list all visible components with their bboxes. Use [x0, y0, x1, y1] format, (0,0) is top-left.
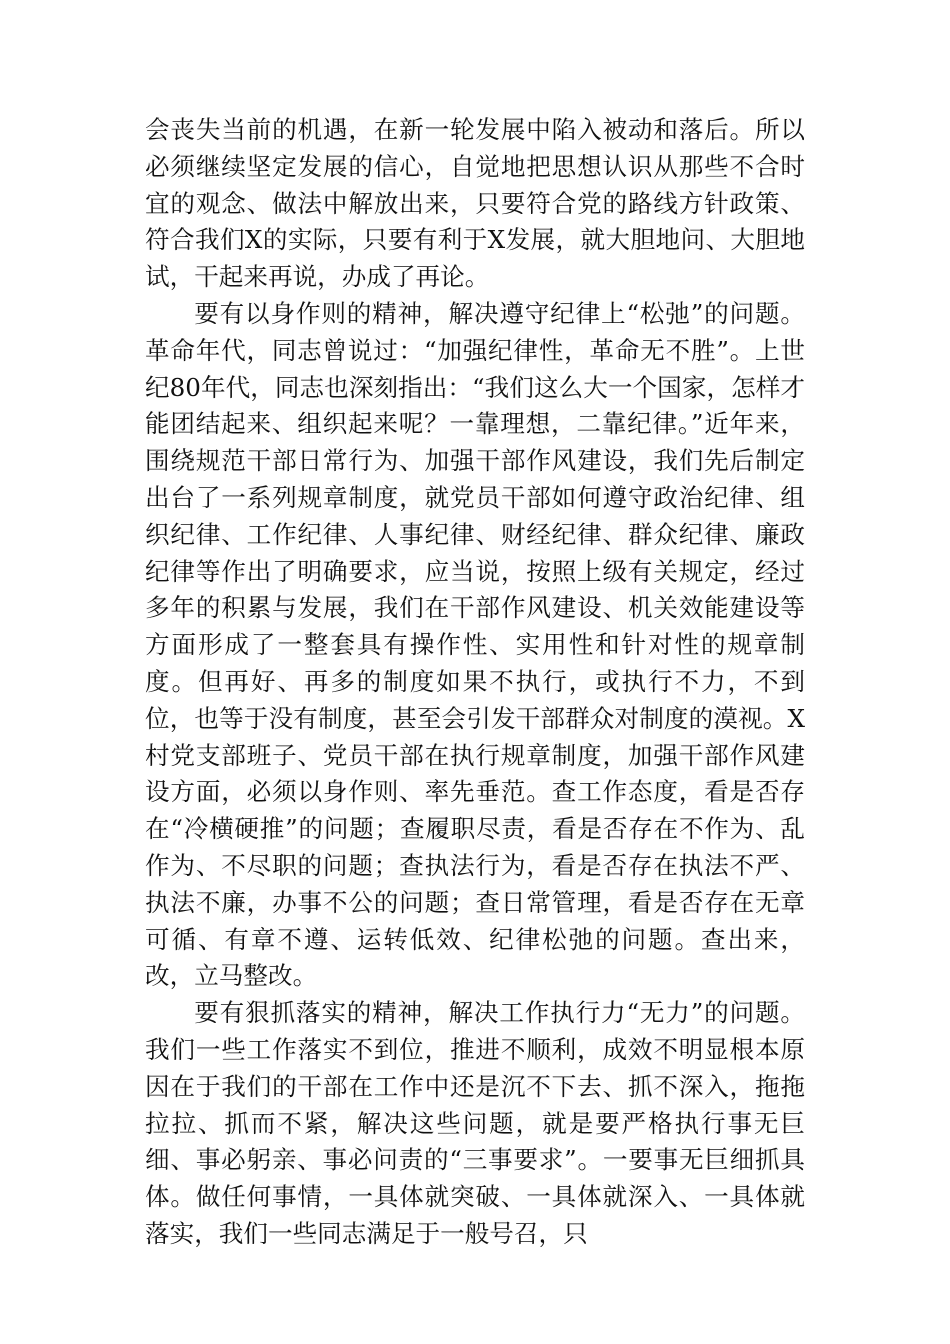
paragraph-3: 要有狠抓落实的精神，解决工作执行力“无力”的问题。我们一些工作落实不到位，推进不顺利，成效不明显根本原因在于我们的干部在工作中还是沉不下去、抓不深入，拖拖拉拉、抓而不紧，解决这些问题，就是要严格执行事无巨细、事必躬亲、事必问责的“三事要求”。一要事无巨细抓具体。做任何事情，一具体就突破、一具体就深入、一具体就落实，我们一些同志满足于一般号召，只 — [145, 998, 805, 1248]
paragraph-2: 要有以身作则的精神，解决遵守纪律上“松弛”的问题。革命年代，同志曾说过：“加强纪律性，革命无不胜”。上世纪80年代，同志也深刻指出：“我们这么大一个国家，怎样才能团结起来、组织起来呢？一靠理想，二靠纪律。”近年来，围绕规范干部日常行为、加强干部作风建设，我们先后制定出台了一系列规章制度，就党员干部如何遵守政治纪律、组织纪律、工作纪律、人事纪律、财经纪律、群众纪律、廉政纪律等作出了明确要求，应当说，按照上级有关规定，经过多年的积累与发展，我们在干部作风建设、机关效能建设等方面形成了一整套具有操作性、实用性和针对性的规章制度。但再好、再多的制度如果不执行，或执行不力，不到位，也等于没有制度，甚至会引发干部群众对制度的漠视。X村党支部班子、党员干部在执行规章制度，加强干部作风建设方面，必须以身作则、率先垂范。查工作态度，看是否存在“冷横硬推”的问题；查履职尽责，看是否存在不作为、乱作为、不尽职的问题；查执法行为，看是否存在执法不严、执法不廉，办事不公的问题；查日常管理，看是否存在无章可循、有章不遵、运转低效、纪律松弛的问题。查出来，改，立马整改。 — [145, 298, 805, 991]
paragraph-1: 会丧失当前的机遇，在新一轮发展中陷入被动和落后。所以必须继续坚定发展的信心，自觉地把思想认识从那些不合时宜的观念、做法中解放出来，只要符合党的路线方针政策、符合我们X的实际，只要有利于X发展，就大胆地问、大胆地试，干起来再说，办成了再论。 — [145, 115, 805, 292]
document-page — [145, 112, 805, 1253]
